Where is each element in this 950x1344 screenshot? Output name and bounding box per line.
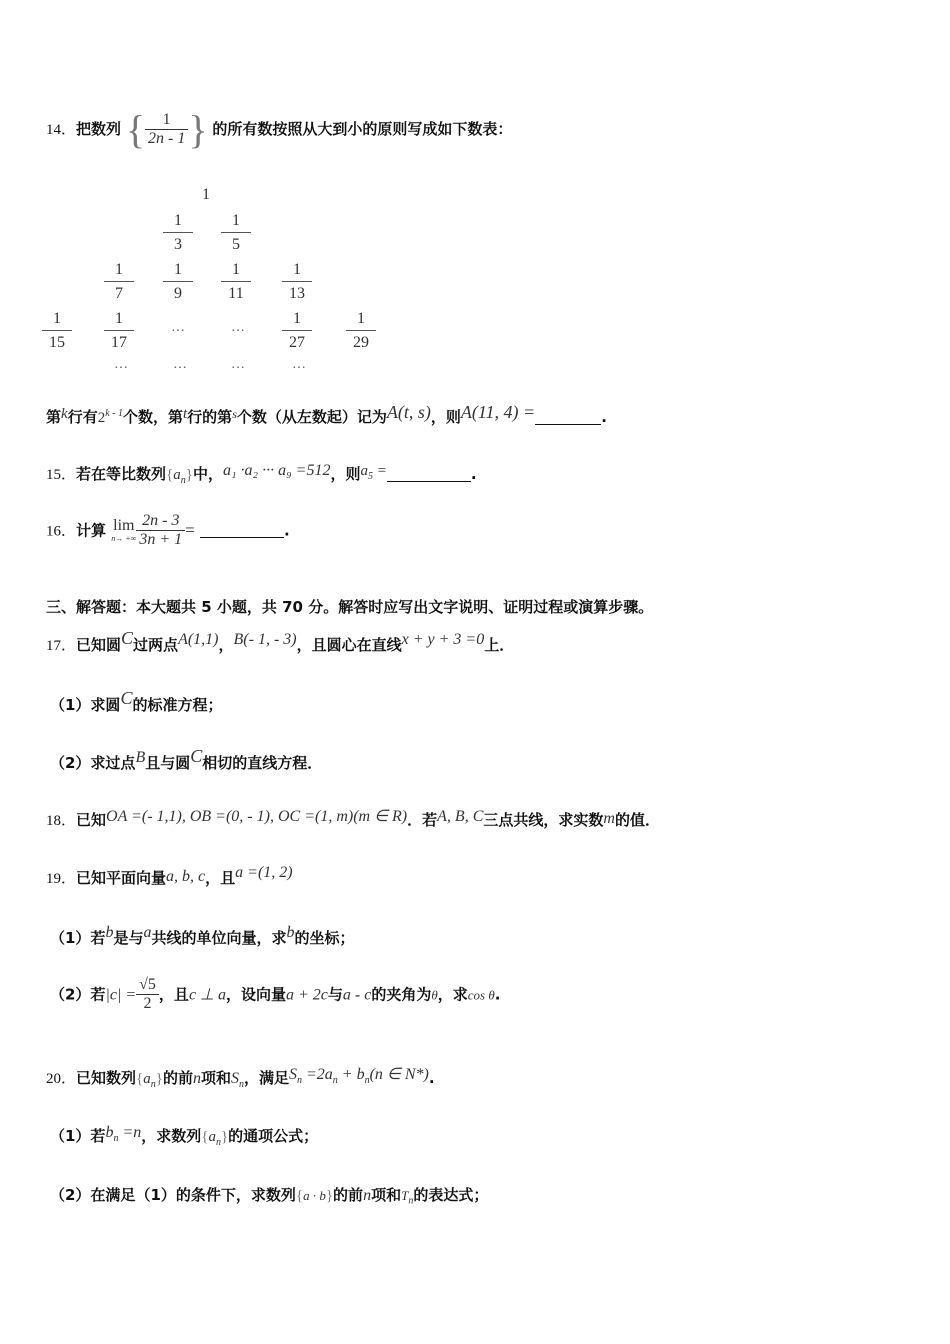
- table-r1c1: 1: [202, 186, 210, 203]
- table-r2c2: 1 5: [221, 210, 251, 257]
- section-3-header: 三、解答题：本大题共 5 小题，共 70 分。解答时应写出文字说明、证明过程或演算步骤。: [46, 598, 654, 616]
- table-r3c4: 1 13: [282, 259, 312, 306]
- q19-part1: （1）若b是与a共线的单位向量，求b的坐标；: [50, 924, 355, 947]
- q17-part2: （2）求过点B且与圆C相切的直线方程．: [50, 746, 323, 772]
- brace-left: {: [125, 107, 146, 152]
- q20-part1: （1）若$b_n =n$，求数列$\{a_n\}$的通项公式；: [50, 1124, 319, 1148]
- q19-line: 19．已知平面向量a, b, c，且a =(1, 2): [46, 864, 293, 887]
- answer-blank-14[interactable]: [535, 424, 601, 425]
- table-r5-dots3: …: [231, 357, 245, 372]
- q15-line: 15．若在等比数列$\{a_n\}$中，a₁ ·a₂ ··· a₉ =512，则$a_5$ = .: [46, 462, 477, 486]
- q19-part2: （2）若|c| = $\frac{√5}{2}$ ，且c ⊥ a，设向量a + 2c与a - c的夹角为θ，求cos θ.: [50, 976, 501, 1013]
- q16-line: 16．计算 lim n→ +∞ $\frac{2n - 3}{3n + 1}$ = .: [46, 512, 290, 549]
- q20-line: 20．已知数列$\{a_n\}$的前n项和$S_n$，满足$S_n =2a_n + b_n(n$ ∈ N*).: [46, 1066, 435, 1091]
- q14-line1: [46, 106, 512, 153]
- brace-right: }: [188, 107, 208, 152]
- table-r5-dots2: …: [173, 357, 187, 372]
- table-r4c4: 1 29: [346, 308, 376, 355]
- var-k: k: [61, 406, 68, 422]
- table-r3c1: 1 7: [104, 259, 134, 306]
- q14-number: 14．: [46, 122, 77, 138]
- q18-line: 18．已知OA =(- 1,1), OB =(0, - 1), OC =(1, m)(m ∈ R)．若A, B, C三点共线，求实数m的值．: [46, 808, 660, 829]
- answer-blank-15[interactable]: [387, 481, 471, 482]
- table-r3c2: 1 9: [163, 259, 193, 306]
- q14-text2: 的所有数按照从大到小的原则写成如下数表：: [212, 120, 513, 138]
- q17-line: 17．已知圆C过两点A(1,1)，B(- 1, - 3)，且圆心在直线x + y + 3 =0上．: [46, 628, 515, 654]
- table-r5-dots1: …: [114, 357, 128, 372]
- q17-part1: （1）求圆C的标准方程；: [50, 688, 223, 714]
- table-r5-dots4: …: [292, 357, 306, 372]
- q14-line2: 第k行有2$^{k - 1}$个数，第t行的第$^s$个数（从左数起）记为A(t, s)，则A(11, 4) = .: [46, 402, 607, 426]
- q14-text1: 把数列: [76, 120, 122, 138]
- table-r4-dots1: …: [171, 320, 185, 335]
- table-r4c1: 1 15: [42, 308, 72, 355]
- table-r3c3: 1 11: [221, 259, 251, 306]
- table-r4-dots2: …: [231, 320, 245, 335]
- table-r2c1: 1 3: [163, 210, 193, 257]
- table-r4c3: 1 27: [282, 308, 312, 355]
- q20-part2: （2）在满足（1）的条件下，求数列{a · b}的前n项和$T_n$的表达式；: [50, 1186, 489, 1207]
- table-r4c2: 1 17: [104, 308, 134, 355]
- answer-blank-16[interactable]: [200, 537, 284, 538]
- q14-fraction: $\frac{1}{2n - 1}$: [145, 111, 188, 149]
